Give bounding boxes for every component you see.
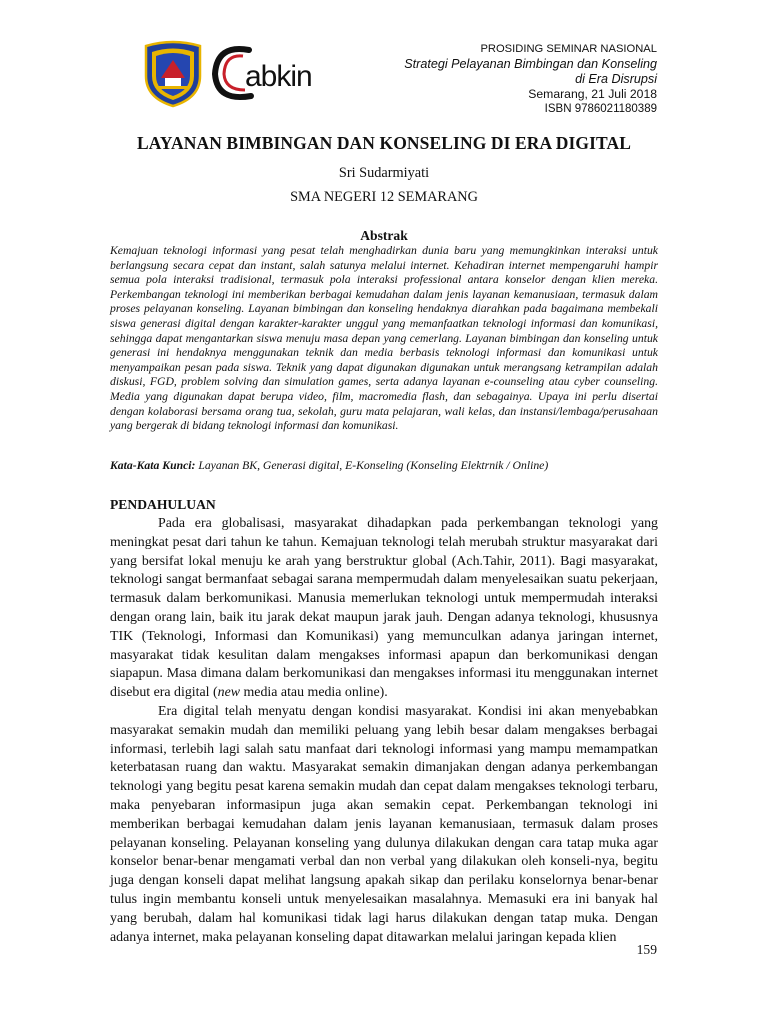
author-affiliation: SMA NEGERI 12 SEMARANG — [290, 189, 478, 205]
isbn: ISBN 9786021180389 — [544, 103, 657, 115]
proceedings-label: PROSIDING SEMINAR NASIONAL — [480, 43, 657, 55]
keywords-list: Layanan BK, Generasi digital, E-Konseling (Konseling Elektrnik / Online) — [198, 459, 549, 472]
cabkin-logo — [211, 40, 323, 106]
seminar-theme-line2: di Era Disrupsi — [575, 72, 657, 86]
paper-title: LAYANAN BIMBINGAN DAN KONSELING DI ERA DIGITAL — [136, 133, 632, 153]
paragraph-1-text: Pada era globalisasi, masyarakat dihadapkan pada perkembangan teknologi yang meningkat pesat dari tahun ke tahun. Kemajuan teknologi telah merubah struktur masyarakat dari yang bersifat lokal menuju ke arah yang berstruktur global (Ach.Tahir, 2011). Bagi masyarakat, teknologi sangat bermanfaat sebagai sarana mempermudah dalam menyelesaikan suatu pekerjaan, termasuk dalam berkomunikasi. Manusia memerlukan teknologi untuk mempermudah interaksi dengan orang lain, baik itu jarak dekat maupun jarak jauh. Dengan adanya teknologi, khususnya TIK (Teknologi, Informasi dan Komunikasi) yang memunculkan adanya jaringan internet, masyarakat tidak kesulitan dalam mengakses informasi apapun dan berkomunikasi dengan siapapun. Masa dimana dalam berkomunikasi dan mengakses informasi itu menggunakan internet disebut era digital ( — [110, 516, 658, 701]
paragraph-1-end: media atau media online). — [240, 685, 388, 701]
header-logos — [143, 38, 323, 108]
section-body — [110, 515, 658, 947]
svg-text:abkin: abkin — [245, 60, 312, 93]
paragraph-1-italic: new — [217, 685, 241, 701]
paragraph-2: Era digital telah menyatu dengan kondisi masyarakat. Kondisi ini akan menyebabkan masyarakat semakin mudah dan memiliki peluang yang lebih besar dalam mengakses berbagai informasi, terlebih lagi salah satu manfaat dari teknologi informasi yang mampu memampatkan keterbatasan ruang dan waktu. Masyarakat semakin dimanjakan dengan adanya perkembangan teknologi yang begitu pesat karena semakin mudah dan cepat dalam mengakses teknologi terbaru, maka penyebaran informasipun juga akan semakin cepat. Perkembangan teknologi ini memberikan berbagai kemudahan dalam jenis layanan kemanusiaan, termasuk dalam proses pelayanan konseling. Pelayanan konseling yang dulunya dilakukan dengan cara tatap muka agar konselor benar-benar mengamati verbal dan non verbal yang dilakukan oleh konseli-nya, begitu juga dengan konseli dapat melihat langsung apakah sikap dan perilaku konselornya benar-benar tulus ingin membantu konseli untuk menyelesaikan masalahnya. Memasuki era ini banyak hal yang berubah, dalam hal komunikasi tidak lagi harus dilakukan dengan tatap muka. Dengan adanya internet, maka pelayanan konseling dapat ditawarkan melalui jaringan kepada klien — [110, 703, 658, 945]
abstract-heading: Abstrak — [360, 228, 408, 243]
keywords-label: Kata-Kata Kunci: — [110, 459, 196, 472]
author-name: Sri Sudarmiyati — [338, 165, 430, 181]
abstract-text: Kemajuan teknologi informasi yang pesat telah menghadirkan dunia baru yang memungkinkan interaksi untuk berlangsung secara cepat dan instant, salah satunya melalui internet. Kehadiran internet mempengaruhi hampir semua pola interaksi tradisional, termasuk pola interaksi professional antara konselor dengan klien mereka. Perkembangan teknologi ini memberikan berbagai kemudahan dalam jenis layanan kemanusiaan, termasuk dalam proses pelayanan konseling. Layanan bimbingan dan konseling hendaknya diarahkan pada bagaimana membekali siswa generasi digital dengan karakter-karakter unggul yang memanfaatkan teknologi informasi dan komunikasi, sehingga dapat mengantarkan siswa menuju masa depan yang cemerlang. Layanan bimbingan dan konseling untuk generasi ini hendaknya menggunakan teknik dan media berbasis teknologi informasi dan komunikasi untuk menyampaikan pesan pada siswa. Teknik yang dapat digunakan digunakan untuk merangsang ketrampilan adalah diskusi, FGD, problem solving dan simulation games, serta adanya layanan e-counseling atau cyber counseling. Media yang digunakan dapat berupa video, film, macromedia flash, dan sebagainya. Upaya ini perlu disertai dengan kolaborasi bersama orang tua, sekolah, guru mata pelajaran, wali kelas, dan instansi/lembaga/perusahaan yang bergerak di bidang teknologi informasi dan komunikasi. — [110, 244, 658, 433]
seminar-date: Semarang, 21 Juli 2018 — [528, 87, 657, 101]
header-info — [404, 42, 657, 117]
keywords — [110, 459, 658, 474]
section-heading: PENDAHULUAN — [110, 497, 216, 512]
paragraph-1 — [110, 515, 658, 703]
seminar-theme-line1: Strategi Pelayanan Bimbingan dan Konseling — [404, 57, 657, 71]
page-number: 159 — [636, 942, 657, 957]
